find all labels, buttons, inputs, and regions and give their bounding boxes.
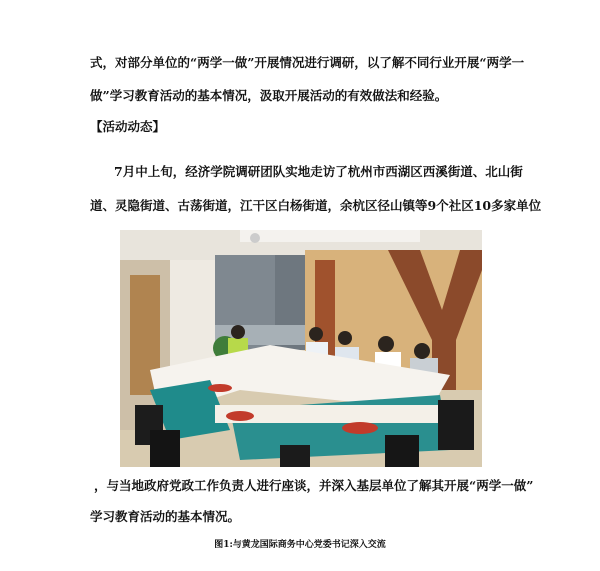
paragraph-2-line-2: 道、灵隐街道、古荡街道，江干区白杨街道，余杭区径山镇等9个社区10多家单位 xyxy=(90,198,542,213)
meeting-room-photo xyxy=(120,230,482,467)
paragraph-3-line-2: 学习教育活动的基本情况。 xyxy=(90,509,241,524)
section-heading: 【活动动态】 xyxy=(90,119,166,134)
paragraph-1-line-2: 做”学习教育活动的基本情况，汲取开展活动的有效做法和经验。 xyxy=(90,88,448,103)
paragraph-1-line-1: 式，对部分单位的“两学一做”开展情况进行调研，以了解不同行业开展“两学一 xyxy=(90,55,525,70)
figure-caption: 图1:与黄龙国际商务中心党委书记深入交流 xyxy=(214,540,386,550)
paragraph-3-line-1: ，与当地政府党政工作负责人进行座谈，并深入基层单位了解其开展“两学一做” xyxy=(94,478,534,493)
paragraph-2-line-1: 7月中上旬，经济学院调研团队实地走访了杭州市西湖区西溪街道、北山街 xyxy=(114,164,523,179)
